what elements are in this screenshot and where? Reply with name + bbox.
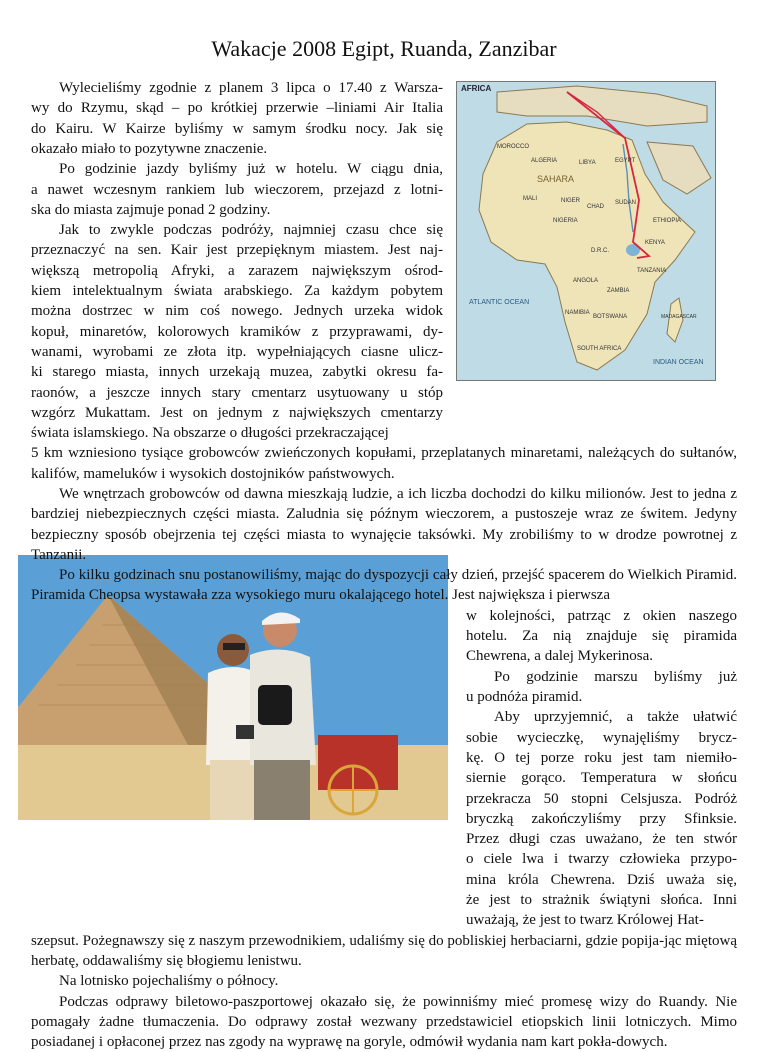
text-line: ska do miasta zajmuje ponad 2 godziny. [31,200,443,220]
paragraph: Podczas odprawy biletowo-paszportowej okazało się, że powinniśmy mieć promesę wizy do Ruandy. Nie pomagały żadne tłumaczenia. Do odprawy został wezwany przedstawiciel etiopskich linii lotniczych. Mimo posiadanej i opłaconej przez nas zgody na wyprawę na goryle, odmówił wydania nam kart pokła-dowych. [31,992,737,1052]
map-label: NIGERIA [553,218,578,224]
text-line: przeznaczyć na sen. Kair jest przepięknym miastem. Jest naj- [31,240,443,260]
text-line: większą metropolią Afryki, a zarazem największym ośrod- [31,261,443,281]
text-line: Przez długi czas uważano, że ten stwór [466,829,737,849]
map-label: LIBYA [579,160,596,166]
text-line: kę. O tej porze roku jest tam niemiło- [466,748,737,768]
map-label: KENYA [645,240,665,246]
page-title: Wakacje 2008 Egipt, Ruanda, Zanzibar [0,36,768,62]
text-line: a nawet wczesnym rankiem lub wieczorem, przejazd z lotni- [31,180,443,200]
text-line: wy do Rzymu, skąd – po krótkiej przerwie –liniami Air Italia [31,98,443,118]
text-line: raonów, a jeszcze innych stary cmentarz usytuowany u stóp [31,383,443,403]
text-line: o ciele lwa i twarzy człowieka przypo- [466,849,737,869]
text-line: można dostrzec w nim coś nowego. Jednych urzeka widok [31,301,443,321]
text-line: Jak to zwykle podczas podróży, najmniej czasu chce się [59,220,443,240]
text-line: okazało miało to pozytywne znaczenie. [31,139,443,159]
text-line: mina króla Chewrena. Dziś uważa się, [466,870,737,890]
text-line: świata islamskiego. Na obszarze o długości przekraczającej [31,423,443,443]
text-line: kiem intelektualnym świata arabskiego. Za każdym pobytem [31,281,443,301]
text-line: sobie wycieczkę, wynajęliśmy brycz- [466,728,737,748]
map-label: SAHARA [537,174,574,184]
text-line: uważają, że jest to twarz Królowej Hat- [466,910,737,930]
map-label: ETHIOPIA [653,218,681,224]
text-line: kopuł, minaretów, kolorowych kramików z przyprawami, dy- [31,322,443,342]
paragraph: Na lotnisko pojechaliśmy o północy. [31,971,737,991]
text-line: że jest to strażnik świątyni słońca. Inni [466,890,737,910]
text-line: bryczką zakończyliśmy przy Sfinksie. [466,809,737,829]
paragraph: We wnętrzach grobowców od dawna mieszkają ludzie, a ich liczba dochodzi do kilku milionów. Jest to jedna z bardziej niebezpiecznych części miasta. Zaludnia się późnym wieczorem, a pustoszeje wraz ze świtem. Jedyny bezpieczny sposób obejrzenia tej części miasta to wynajęcie taksówki. My zrobiliśmy to w drodze powrotnej z Tanzanii. [31,484,737,565]
map-label: NIGER [561,198,581,204]
text-line: Po godzinie marszu byliśmy już [494,667,737,687]
text-line: Aby uprzyjemnić, a także ułatwić [494,707,737,727]
text-line: przekracza 50 stopni Celsjusza. Podróż [466,789,737,809]
text-line: do Kairu. W Kairze byliśmy w samym środku nocy. Jak się [31,119,443,139]
text-line: u podnóża piramid. [466,687,737,707]
text-line: Po godzinie jazdy byliśmy już w hotelu. W ciągu dnia, [59,159,443,179]
paragraph: szepsut. Pożegnawszy się z naszym przewodnikiem, udaliśmy się do pobliskiej herbaciarni, gdzie popija-jąc miętową herbatę, oddawaliśmy się błogiemu lenistwu. [31,931,737,972]
map-label: CHAD [587,204,605,210]
map-label: TANZANIA [637,268,666,274]
map-label: MADAGASCAR [661,314,697,320]
africa-map-image [456,81,716,381]
map-label: MOROCCO [497,144,529,150]
text-line: wzgórz Mukattam. Jest on jednym z największych cmentarzy [31,403,443,423]
map-label: ZAMBIA [607,288,629,294]
map-label: INDIAN OCEAN [653,359,704,366]
paragraph: Po kilku godzinach snu postanowiliśmy, mając do dyspozycji cały dzień, przejść spacerem do Wielkich Piramid. Piramida Cheopsa wystawała zza wysokiego muru okalającego hotel. Jest największa i pierwsza [31,565,737,606]
map-label: EGYPT [615,158,636,164]
map-caption: AFRICA [461,84,491,93]
map-label: ATLANTIC OCEAN [469,299,529,306]
text-line: Chewrena, a dalej Mykerinosa. [466,646,737,666]
text-line: hotelu. Za nią znajduje się piramida [466,626,737,646]
text-line: w kolejności, patrząc z okien naszego [466,606,737,626]
text-line: Wylecieliśmy zgodnie z planem 3 lipca o 17.40 z Warsza- [59,78,443,98]
map-label: D.R.C. [591,248,609,254]
map-label: MALI [523,196,537,202]
map-label: NAMIBIA [565,310,590,316]
text-line: siernie gorąco. Temperatura w słońcu [466,768,737,788]
paragraph: 5 km wzniesiono tysiące grobowców zwieńczonych kopułami, przeplatanych minaretami, należących do sułtanów, kalifów, mameluków i wysokich dostojników państwowych. [31,443,737,484]
map-label: SOUTH AFRICA [577,346,621,352]
text-line: wanami, wyrobami ze złota itp. wypełniających ciasne ulicz- [31,342,443,362]
map-label: ANGOLA [573,278,598,284]
map-label: SUDAN [615,200,636,206]
text-line: ki starego miasta, innych urzekają muzea, zabytki okresu fa- [31,362,443,382]
map-label: BOTSWANA [593,314,627,320]
map-label: ALGERIA [531,158,557,164]
